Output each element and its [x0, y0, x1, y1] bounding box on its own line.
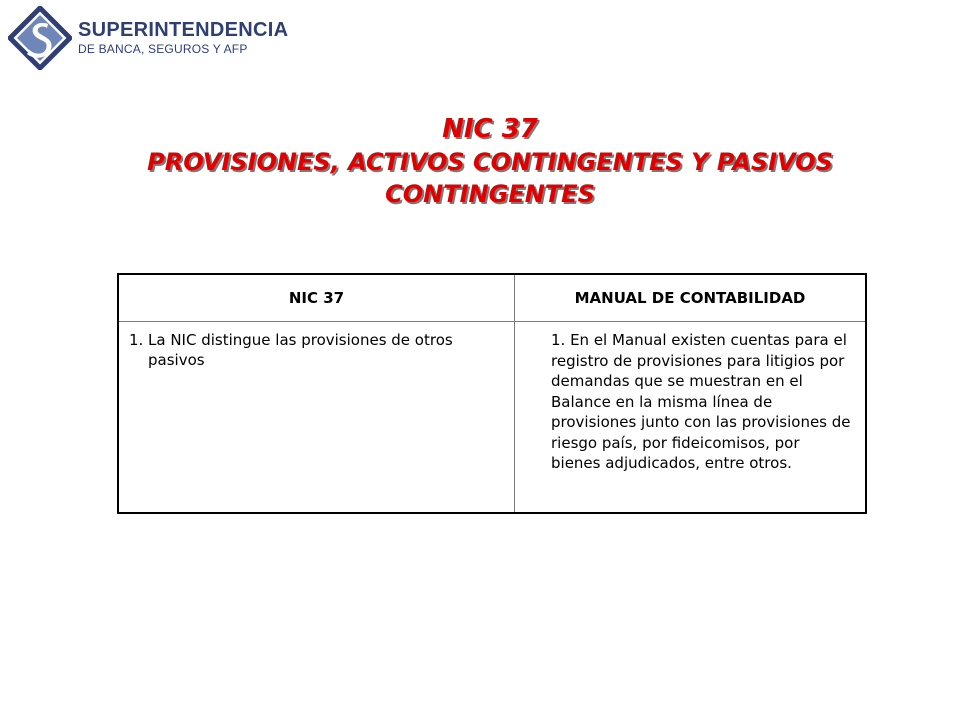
logo-title: SUPERINTENDENCIA [78, 19, 289, 41]
item-text: La NIC distingue las provisiones de otros pasivos [148, 331, 453, 369]
page-title [60, 112, 920, 210]
comparison-table [117, 273, 867, 514]
table-header-row [118, 274, 866, 322]
cell-manual: 1. En el Manual existen cuentas para el registro de provisiones para litigios por demandas que se muestran en el Balance en la misma línea de provisiones junto con las provisiones de riesgo país, por fideicomisos, por bienes adjudicados, entre otros. [515, 322, 867, 514]
title-line-2: PROVISIONES, ACTIVOS CONTINGENTES Y PASIVOS [147, 148, 833, 176]
cell-nic37 [118, 322, 515, 514]
title-line-3: CONTINGENTES [385, 180, 595, 208]
table-row [118, 322, 866, 514]
title-line-1: NIC 37 [442, 114, 538, 144]
logo [8, 6, 288, 70]
list-item [129, 330, 502, 370]
header-nic37: NIC 37 [118, 274, 515, 322]
logo-subtitle: DE BANCA, SEGUROS Y AFP [78, 42, 248, 56]
sbs-emblem-icon [8, 6, 72, 70]
header-manual: MANUAL DE CONTABILIDAD [515, 274, 867, 322]
item-number: 1. [129, 331, 144, 349]
logo-text [78, 19, 288, 57]
